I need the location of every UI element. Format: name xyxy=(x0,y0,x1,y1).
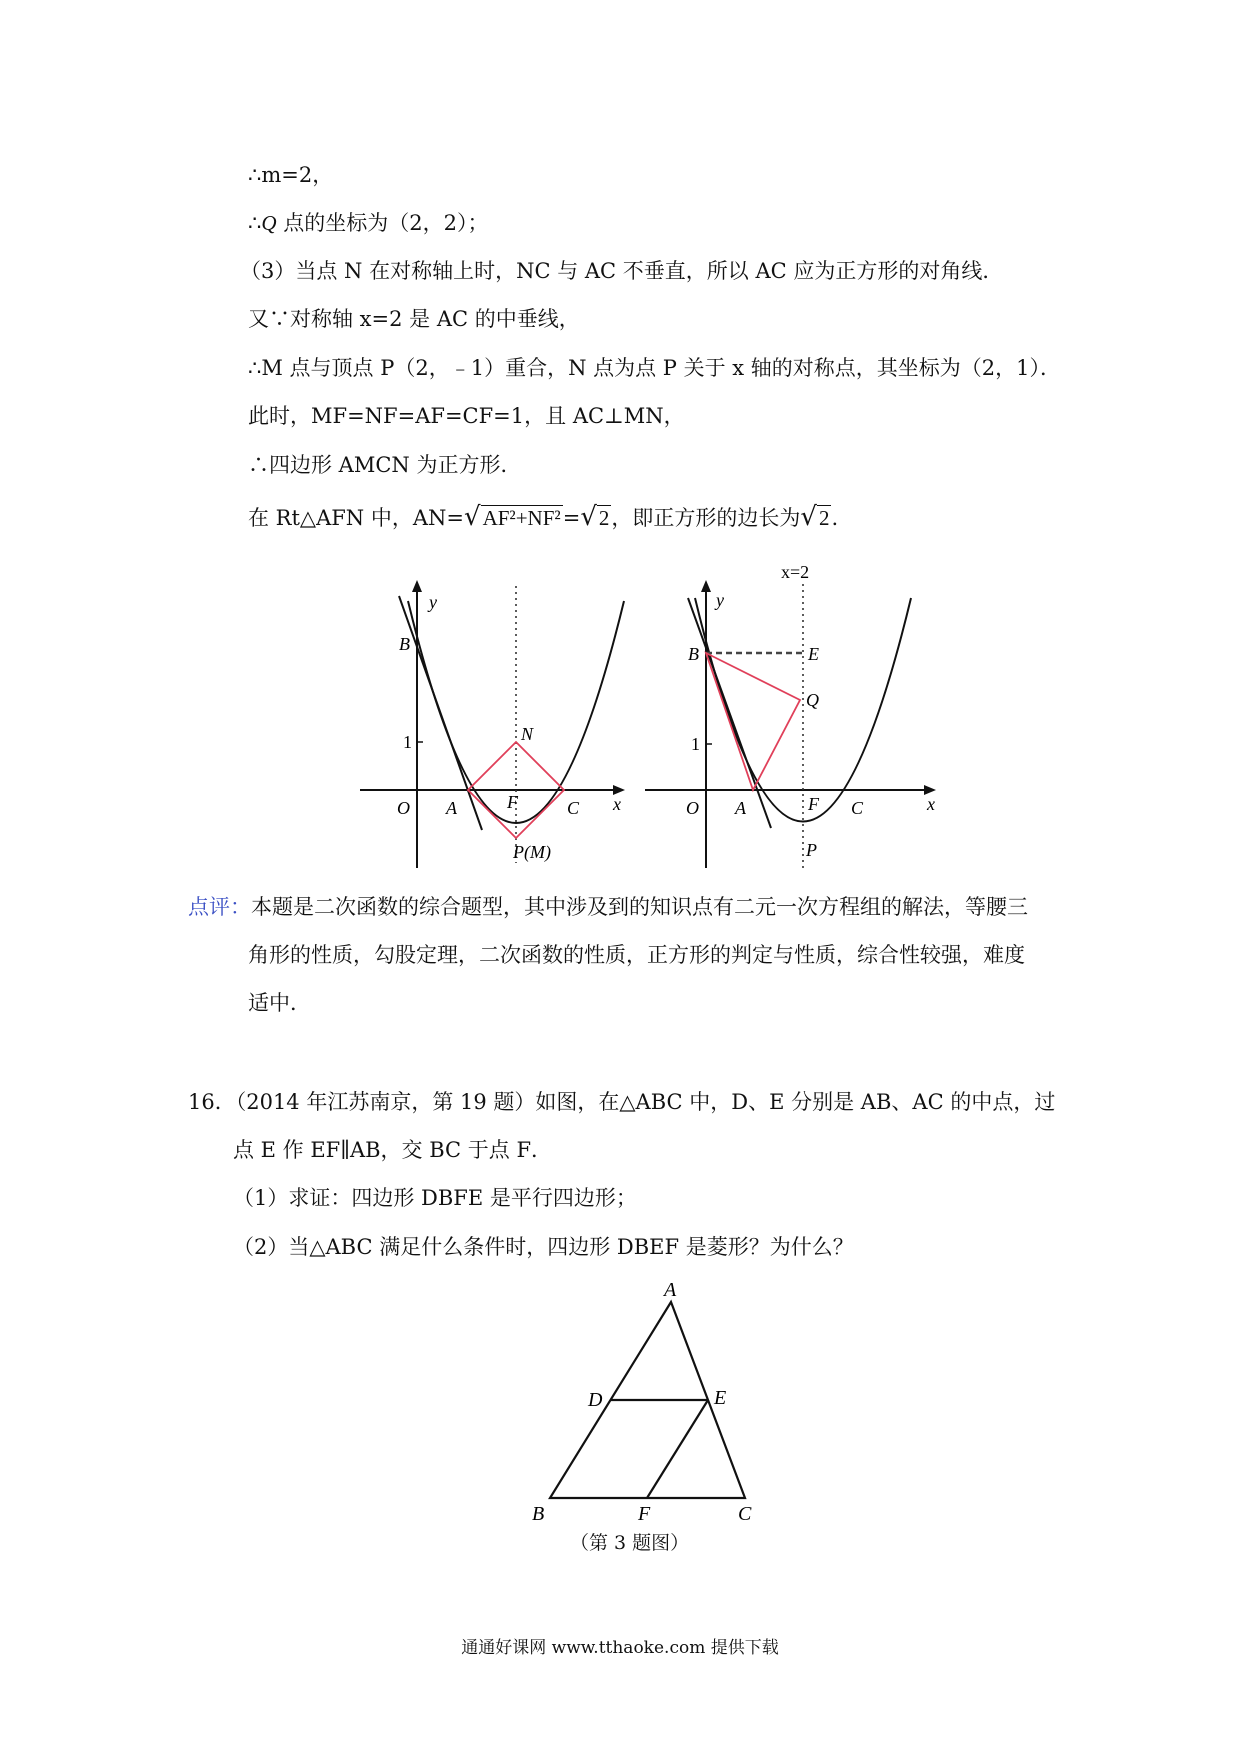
var-q: Q xyxy=(261,211,277,235)
label-y: y xyxy=(716,590,724,610)
figure-parabola-square xyxy=(355,578,645,878)
radical-sign: √ xyxy=(464,502,481,532)
label-o: O xyxy=(686,798,699,818)
solution-line-7: ∴四边形 AMCN 为正方形． xyxy=(248,453,522,477)
line-ba xyxy=(399,596,482,830)
solution-line-5: ∴M 点与顶点 P（2，﹣1）重合，N 点为点 P 关于 x 轴的对称点，其坐标为（2，1）． xyxy=(248,356,1062,380)
sqrt-2b xyxy=(800,502,831,533)
line8-mid: ，即正方形的边长为 xyxy=(611,506,801,530)
label-one: 1 xyxy=(691,734,700,754)
radicand-2a: 2 xyxy=(598,506,610,530)
label-f: F xyxy=(808,794,819,814)
sqrt-af-nf xyxy=(464,502,563,533)
sqrt-2a xyxy=(580,502,611,533)
solution-line-q xyxy=(248,208,488,238)
label-x: x xyxy=(927,794,935,814)
radicand-2b: 2 xyxy=(818,506,830,530)
label-f: F xyxy=(638,1503,651,1525)
problem16-question-2: （2）当△ABC 满足什么条件时，四边形 DBEF 是菱形？为什么？ xyxy=(233,1235,854,1259)
solution-line-q-text: 点的坐标为（2，2）； xyxy=(276,211,489,235)
page-footer: 通通好课网 www.tthaoke.com 提供下载 xyxy=(461,1638,779,1658)
solution-line-4: 又∵对称轴 x=2 是 AC 的中垂线， xyxy=(248,307,580,331)
solution-line-m: ∴m=2， xyxy=(248,163,334,187)
comment-label: 点评： xyxy=(188,895,251,919)
problem16-line-1: 16．（2014 年江苏南京，第 19 题）如图，在△ABC 中，D、E 分别是 AB、AC 的中点，过 xyxy=(188,1090,1056,1114)
figure3-caption: （第 3 题图） xyxy=(570,1532,690,1554)
label-pm: P(M) xyxy=(513,842,551,862)
label-b: B xyxy=(532,1503,545,1525)
line8-prefix: 在 Rt△AFN 中，AN= xyxy=(248,506,464,530)
problem16-line-2: 点 E 作 EF∥AB，交 BC 于点 F． xyxy=(233,1138,553,1162)
label-b: B xyxy=(399,634,410,654)
label-x: x xyxy=(613,794,621,814)
label-p: P xyxy=(806,840,817,860)
radicand-af-nf: AF²+NF² xyxy=(482,506,561,530)
label-n: N xyxy=(521,724,534,744)
line-ba xyxy=(688,598,771,828)
figure-triangle-abc xyxy=(520,1279,770,1525)
label-c: C xyxy=(567,798,580,818)
segment-ef xyxy=(647,1400,708,1498)
comment-line-2: 角形的性质，勾股定理，二次函数的性质，正方形的判定与性质，综合性较强，难度 xyxy=(248,943,1025,967)
label-a: A xyxy=(446,798,457,818)
label-d: D xyxy=(588,1389,603,1411)
equals: = xyxy=(562,506,581,530)
triangle-bqa xyxy=(706,653,800,790)
radical-sign: √ xyxy=(580,502,597,532)
solution-line-3: （3）当点 N 在对称轴上时，NC 与 AC 不垂直，所以 AC 应为正方形的对角线． xyxy=(240,259,1004,283)
label-a: A xyxy=(735,798,746,818)
label-c: C xyxy=(851,798,864,818)
radical-sign: √ xyxy=(800,502,817,532)
label-c: C xyxy=(738,1503,752,1525)
figure-parabola-triangle xyxy=(640,560,940,878)
label-a: A xyxy=(664,1279,677,1301)
label-f: F xyxy=(507,792,518,812)
y-axis-arrow xyxy=(412,580,422,592)
comment-text-1: 本题是二次函数的综合题型，其中涉及到的知识点有二元一次方程组的解法，等腰三 xyxy=(251,895,1028,919)
solution-line-6: 此时，MF=NF=AF=CF=1，且 AC⊥MN， xyxy=(248,404,685,428)
line8-end: . xyxy=(831,506,839,530)
label-one: 1 xyxy=(403,732,412,752)
label-q: Q xyxy=(806,690,819,710)
label-b: B xyxy=(688,644,699,664)
comment-line-1 xyxy=(188,892,1028,922)
label-e: E xyxy=(714,1387,727,1409)
label-y: y xyxy=(429,592,437,612)
problem16-question-1: （1）求证：四边形 DBFE 是平行四边形； xyxy=(233,1186,637,1210)
label-o: O xyxy=(397,798,410,818)
label-e: E xyxy=(808,644,819,664)
therefore-symbol: ∴ xyxy=(248,211,262,235)
solution-line-8 xyxy=(248,502,838,533)
y-axis-arrow xyxy=(701,580,711,592)
label-axis-eq: x=2 xyxy=(781,562,810,582)
comment-line-3: 适中． xyxy=(248,991,311,1015)
